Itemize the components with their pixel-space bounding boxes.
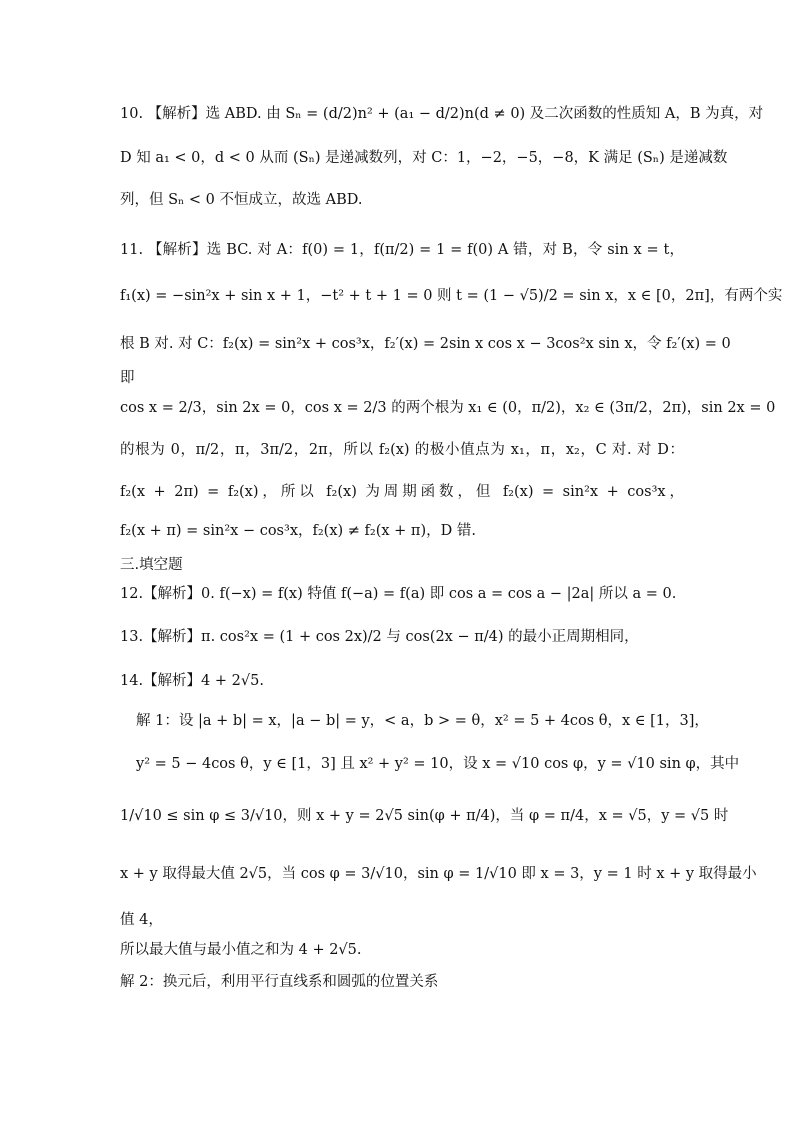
- q11-line-2: f₁(x) = −sin²x + sin x + 1，−t² + t + 1 = 0 则 t = (1 − √5)/2 = sin x，x ∈ [0，2π]，有两个实: [120, 288, 783, 304]
- solution1-line-1: 解 1：设 |a + b| = x，|a − b| = y，< a，b > = θ，x² = 5 + 4cos θ，x ∈ [1，3]，: [136, 713, 709, 729]
- q11-line-5: cos x = 2/3，sin 2x = 0，cos x = 2/3 的两个根为 x₁ ∈ (0，π/2)，x₂ ∈ (3π/2，2π)，sin 2x = 0: [120, 400, 776, 416]
- q11-line-6: 的根为 0，π/2，π，3π/2，2π，所以 f₂(x) 的极小值点为 x₁，π，x₂，C 对. 对 D：: [120, 442, 684, 458]
- solution1-conclusion: 所以最大值与最小值之和为 4 + 2√5.: [120, 942, 362, 958]
- q11-line-8: f₂(x + π) = sin²x − cos³x，f₂(x) ≠ f₂(x + π)，D 错.: [120, 523, 476, 539]
- q10-line-3: 列，但 Sₙ < 0 不恒成立，故选 ABD.: [120, 192, 363, 208]
- solution1-line-3: 1/√10 ≤ sin φ ≤ 3/√10，则 x + y = 2√5 sin(φ + π/4)，当 φ = π/4，x = √5，y = √5 时: [120, 808, 729, 824]
- solution2-line: 解 2：换元后，利用平行直线系和圆弧的位置关系: [120, 974, 439, 990]
- q10-line-2: D 知 a₁ < 0，d < 0 从而 (Sₙ) 是递减数列，对 C：1，−2，−5，−8，K 满足 (Sₙ) 是递减数: [120, 150, 728, 166]
- q11-line-1: 11. 【解析】选 BC. 对 A：f(0) = 1，f(π/2) = 1 = f(0) A 错，对 B，令 sin x = t，: [120, 242, 684, 258]
- solution1-line-4: x + y 取得最大值 2√5，当 cos φ = 3/√10，sin φ = 1/√10 即 x = 3，y = 1 时 x + y 取得最小: [120, 866, 757, 882]
- q14-line: 14.【解析】4 + 2√5.: [120, 673, 264, 689]
- q11-line-3: 根 B 对. 对 C：f₂(x) = sin²x + cos³x，f₂′(x) = 2sin x cos x − 3cos²x sin x，令 f₂′(x) = 0: [120, 336, 731, 352]
- q13-line: 13.【解析】π. cos²x = (1 + cos 2x)/2 与 cos(2x − π/4) 的最小正周期相同，: [120, 629, 639, 645]
- q11-line-7: f₂(x + 2π) = f₂(x)，所以 f₂(x) 为周期函数，但 f₂(x) = sin²x + cos³x，: [120, 484, 684, 500]
- solution1-line-2: y² = 5 − 4cos θ，y ∈ [1，3] 且 x² + y² = 10，设 x = √10 cos φ，y = √10 sin φ，其中: [136, 756, 740, 772]
- q12-line: 12.【解析】0. f(−x) = f(x) 特值 f(−a) = f(a) 即 cos a = cos a − |2a| 所以 a = 0.: [120, 586, 677, 602]
- section-heading-fill-in: 三.填空题: [120, 557, 183, 573]
- q11-line-4: 即: [120, 370, 135, 386]
- solution1-line-5: 值 4，: [120, 912, 163, 928]
- q10-line-1: 10. 【解析】选 ABD. 由 Sₙ = (d/2)n² + (a₁ − d/2)n(d ≠ 0) 及二次函数的性质知 A，B 为真，对: [120, 106, 764, 122]
